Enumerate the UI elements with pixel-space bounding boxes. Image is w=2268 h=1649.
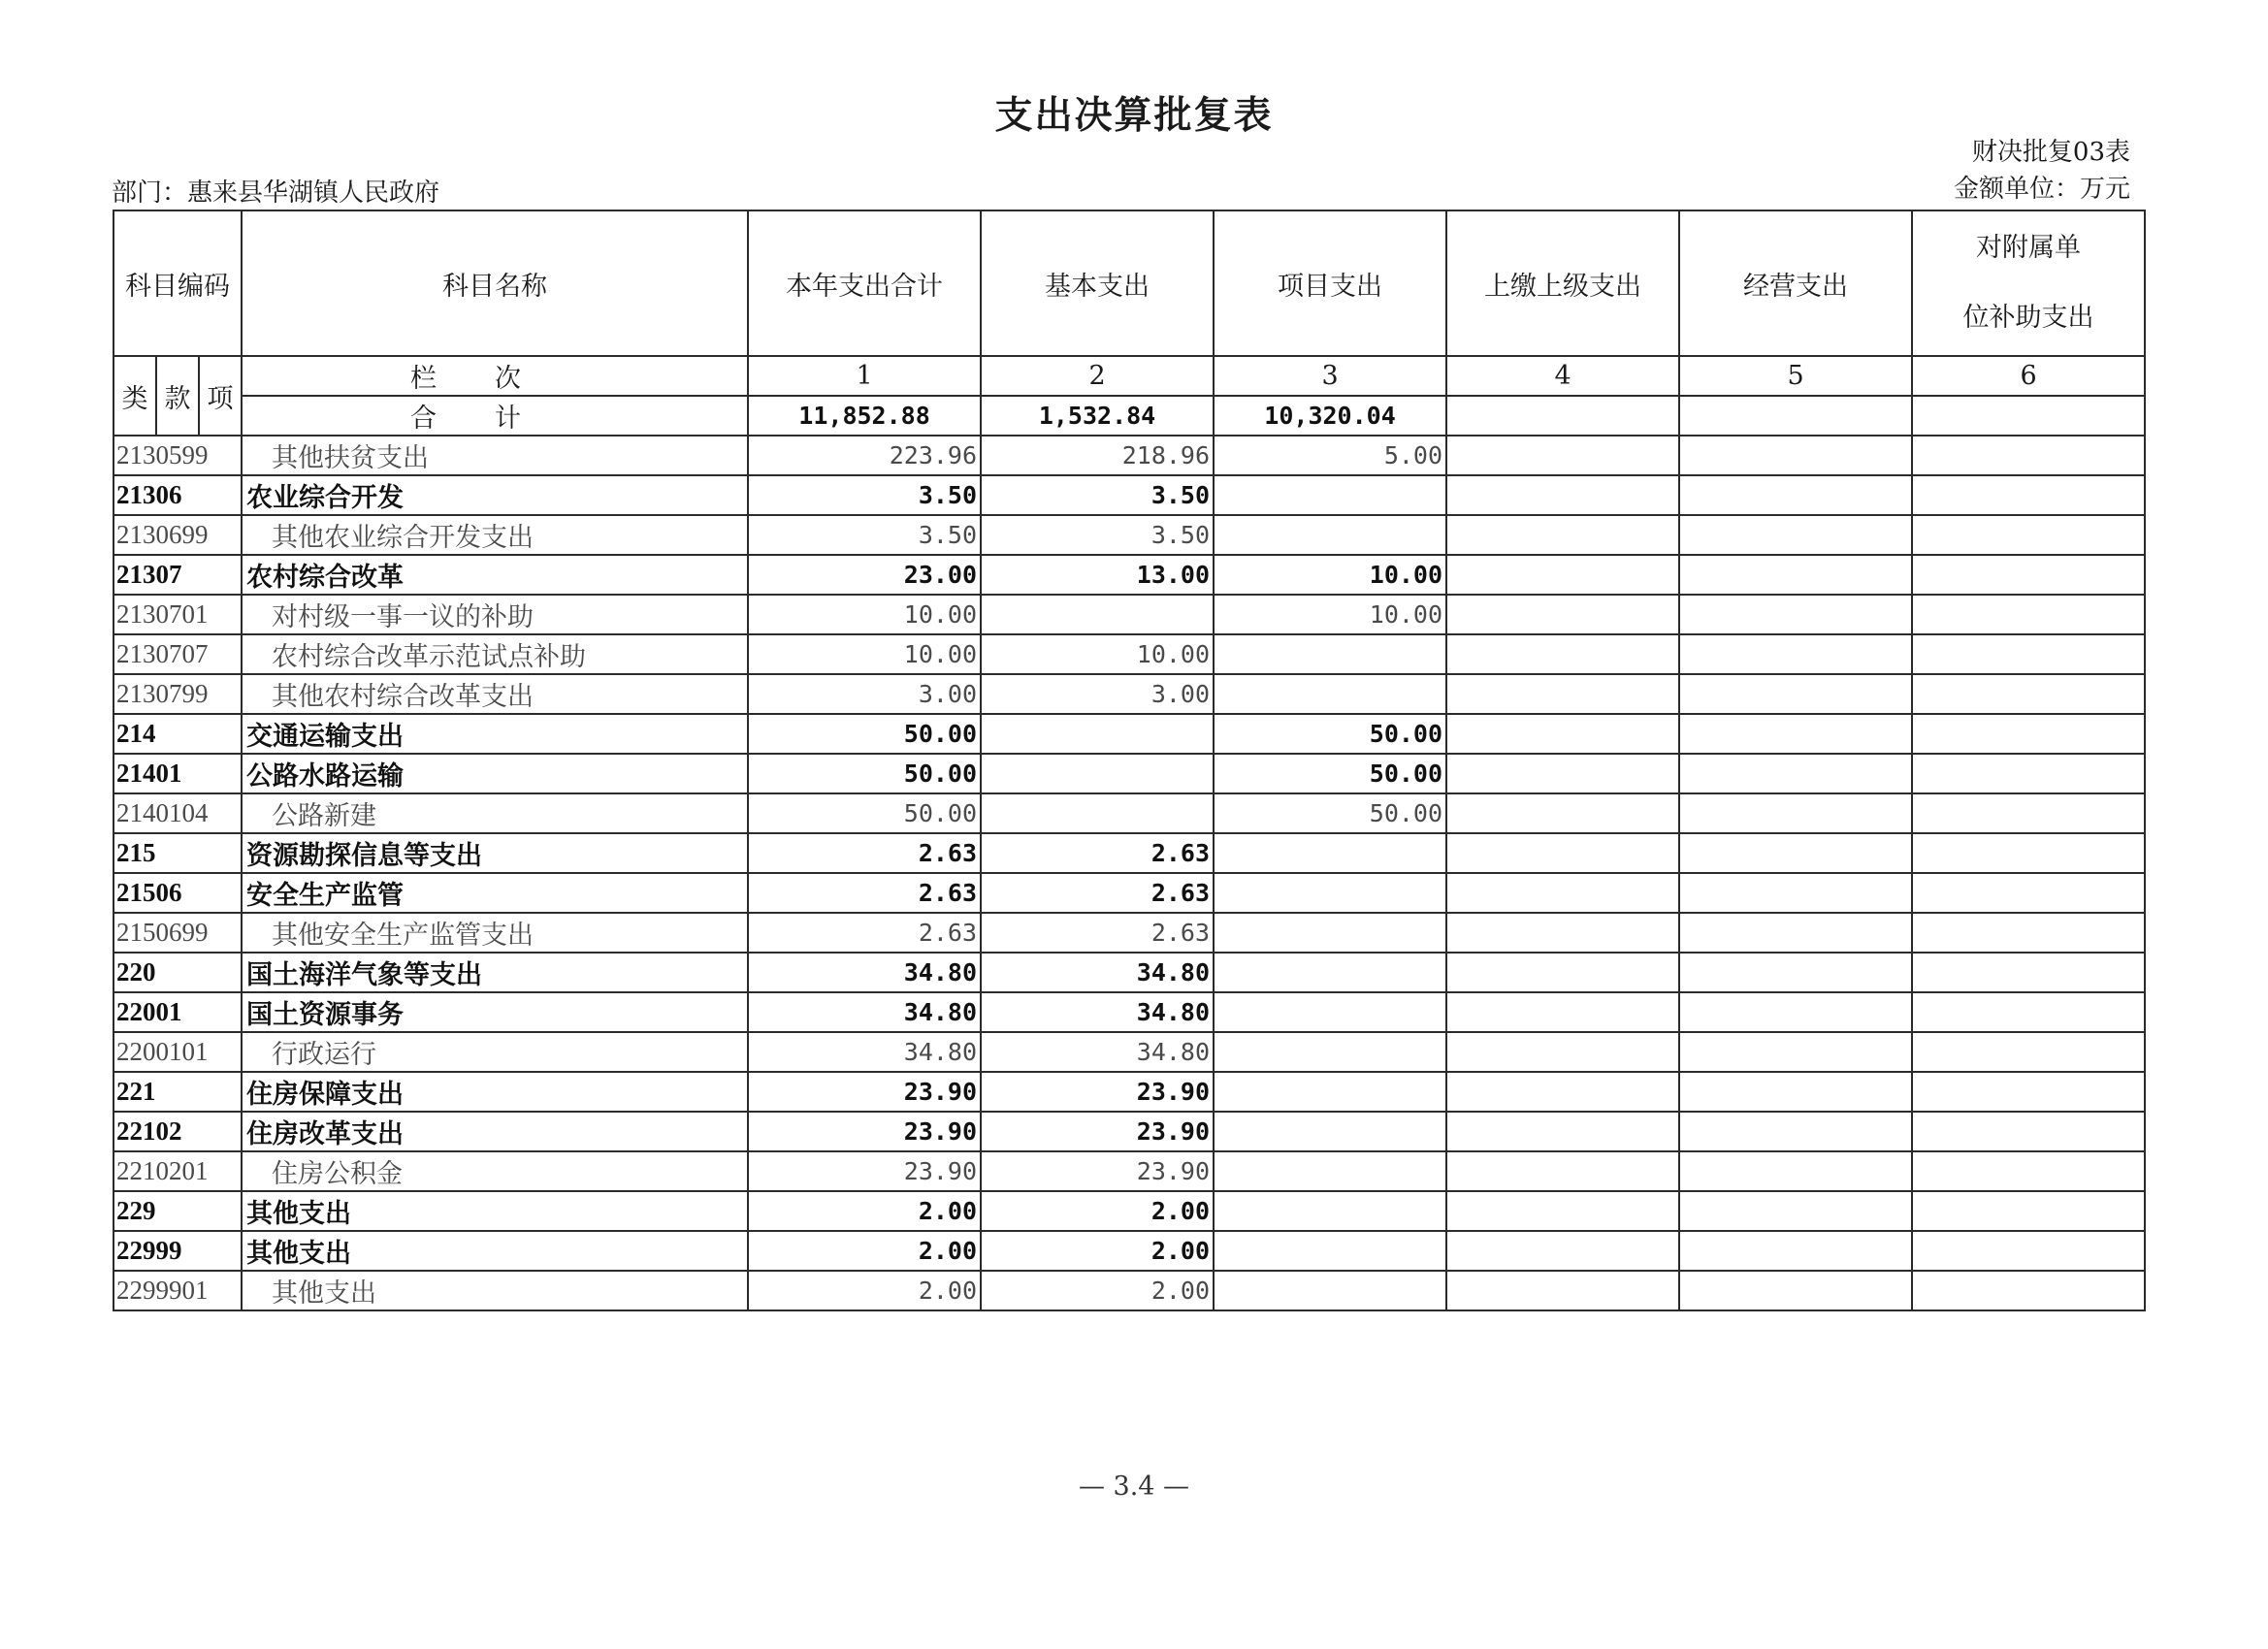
table-row	[113, 1072, 2145, 1112]
form-number: 财决批复03表	[1971, 138, 2130, 167]
row-value-c2	[981, 595, 1214, 634]
row-value-c6	[1912, 714, 2145, 754]
row-value-c6	[1912, 1072, 2145, 1112]
row-value-c5	[1679, 873, 1912, 913]
sub-lanci: 栏次	[242, 356, 748, 396]
table-row	[113, 873, 2145, 913]
row-value-c2: 2.00	[981, 1191, 1214, 1231]
row-value-c2: 34.80	[981, 953, 1214, 992]
table-row	[113, 1032, 2145, 1072]
table-row	[113, 515, 2145, 555]
row-value-c2: 34.80	[981, 1032, 1214, 1072]
row-value-c2: 10.00	[981, 634, 1214, 674]
row-value-c5	[1679, 475, 1912, 515]
row-value-c3	[1214, 953, 1446, 992]
row-value-c1: 3.50	[748, 475, 981, 515]
row-code: 221	[113, 1072, 242, 1112]
col-index: 3	[1214, 356, 1446, 396]
total-value	[1446, 396, 1679, 436]
row-value-c4	[1446, 1271, 1679, 1310]
row-name: 其他农业综合开发支出	[242, 515, 748, 555]
row-value-c1: 2.00	[748, 1271, 981, 1310]
row-name: 对村级一事一议的补助	[242, 595, 748, 634]
row-value-c6	[1912, 595, 2145, 634]
table-row	[113, 913, 2145, 953]
row-value-c6	[1912, 992, 2145, 1032]
table-row	[113, 754, 2145, 793]
table-row	[113, 1191, 2145, 1231]
row-value-c4	[1446, 1112, 1679, 1151]
table-row	[113, 634, 2145, 674]
row-value-c1: 50.00	[748, 714, 981, 754]
row-value-c2: 3.50	[981, 475, 1214, 515]
row-value-c6	[1912, 833, 2145, 873]
header-subsidy	[1912, 210, 2145, 356]
row-value-c5	[1679, 595, 1912, 634]
row-value-c1: 2.63	[748, 833, 981, 873]
row-value-c2	[981, 793, 1214, 833]
table-row	[113, 555, 2145, 595]
row-name: 住房改革支出	[242, 1112, 748, 1151]
row-value-c3	[1214, 1032, 1446, 1072]
row-value-c3	[1214, 634, 1446, 674]
row-value-c3	[1214, 1112, 1446, 1151]
row-value-c6	[1912, 1231, 2145, 1271]
row-code: 2299901	[113, 1271, 242, 1310]
row-value-c5	[1679, 833, 1912, 873]
row-value-c6	[1912, 634, 2145, 674]
row-name: 住房保障支出	[242, 1072, 748, 1112]
row-value-c4	[1446, 515, 1679, 555]
row-code: 2210201	[113, 1151, 242, 1191]
row-value-c3: 10.00	[1214, 555, 1446, 595]
page-number: — 3.4 —	[1078, 1471, 1190, 1502]
row-name: 安全生产监管	[242, 873, 748, 913]
row-value-c4	[1446, 475, 1679, 515]
row-name: 公路新建	[242, 793, 748, 833]
row-value-c3: 10.00	[1214, 595, 1446, 634]
row-value-c4	[1446, 1231, 1679, 1271]
row-value-c6	[1912, 953, 2145, 992]
header-remit-upper: 上缴上级支出	[1446, 210, 1679, 356]
row-value-c2: 13.00	[981, 555, 1214, 595]
row-code: 21401	[113, 754, 242, 793]
row-value-c1: 34.80	[748, 1032, 981, 1072]
row-value-c5	[1679, 754, 1912, 793]
row-value-c3	[1214, 1271, 1446, 1310]
row-value-c5	[1679, 913, 1912, 953]
row-value-c1: 2.63	[748, 913, 981, 953]
row-value-c1: 23.90	[748, 1072, 981, 1112]
row-value-c4	[1446, 555, 1679, 595]
row-value-c4	[1446, 1151, 1679, 1191]
row-code: 2130599	[113, 436, 242, 475]
total-label: 合计	[242, 396, 748, 436]
row-value-c4	[1446, 1191, 1679, 1231]
row-value-c6	[1912, 913, 2145, 953]
table-row	[113, 436, 2145, 475]
row-code: 2140104	[113, 793, 242, 833]
row-name: 农业综合开发	[242, 475, 748, 515]
row-value-c6	[1912, 674, 2145, 714]
row-value-c5	[1679, 992, 1912, 1032]
row-code: 214	[113, 714, 242, 754]
row-name: 其他支出	[242, 1231, 748, 1271]
row-value-c5	[1679, 714, 1912, 754]
total-value: 10,320.04	[1214, 396, 1446, 436]
row-code: 2150699	[113, 913, 242, 953]
row-code: 215	[113, 833, 242, 873]
row-value-c6	[1912, 793, 2145, 833]
row-value-c6	[1912, 873, 2145, 913]
row-value-c4	[1446, 913, 1679, 953]
row-value-c6	[1912, 754, 2145, 793]
row-code: 2130799	[113, 674, 242, 714]
table-row	[113, 953, 2145, 992]
table-row	[113, 1151, 2145, 1191]
row-code: 21307	[113, 555, 242, 595]
row-name: 其他农村综合改革支出	[242, 674, 748, 714]
row-value-c4	[1446, 436, 1679, 475]
row-value-c1: 34.80	[748, 953, 981, 992]
row-value-c3	[1214, 833, 1446, 873]
row-name: 住房公积金	[242, 1151, 748, 1191]
row-value-c5	[1679, 1112, 1912, 1151]
row-value-c5	[1679, 1271, 1912, 1310]
table-row	[113, 1112, 2145, 1151]
row-value-c6	[1912, 475, 2145, 515]
row-code: 21306	[113, 475, 242, 515]
row-value-c5	[1679, 1072, 1912, 1112]
table-row	[113, 1231, 2145, 1271]
header-basic: 基本支出	[981, 210, 1214, 356]
row-value-c5	[1679, 1032, 1912, 1072]
total-value	[1679, 396, 1912, 436]
row-code: 2200101	[113, 1032, 242, 1072]
row-value-c2: 2.63	[981, 873, 1214, 913]
row-value-c2: 23.90	[981, 1151, 1214, 1191]
sub-kuan: 款	[156, 356, 199, 436]
row-value-c6	[1912, 1191, 2145, 1231]
table-row	[113, 1271, 2145, 1310]
row-name: 农村综合改革示范试点补助	[242, 634, 748, 674]
row-value-c3	[1214, 515, 1446, 555]
row-value-c2: 2.00	[981, 1231, 1214, 1271]
row-value-c5	[1679, 555, 1912, 595]
row-value-c6	[1912, 515, 2145, 555]
table-row	[113, 674, 2145, 714]
row-value-c2: 2.00	[981, 1271, 1214, 1310]
row-value-c3	[1214, 1191, 1446, 1231]
row-name: 其他安全生产监管支出	[242, 913, 748, 953]
row-value-c2: 2.63	[981, 833, 1214, 873]
row-value-c2: 218.96	[981, 436, 1214, 475]
row-value-c1: 10.00	[748, 595, 981, 634]
row-value-c1: 2.00	[748, 1191, 981, 1231]
header-row	[113, 210, 2145, 356]
row-value-c3: 50.00	[1214, 714, 1446, 754]
header-project: 项目支出	[1214, 210, 1446, 356]
row-value-c1: 34.80	[748, 992, 981, 1032]
column-index-row	[113, 356, 2145, 396]
header-name: 科目名称	[242, 210, 748, 356]
row-value-c1: 50.00	[748, 793, 981, 833]
row-value-c1: 223.96	[748, 436, 981, 475]
row-value-c5	[1679, 1151, 1912, 1191]
header-subsidy-line2: 位补助支出	[1962, 303, 2094, 333]
row-value-c5	[1679, 436, 1912, 475]
col-index: 1	[748, 356, 981, 396]
row-value-c4	[1446, 674, 1679, 714]
table-row	[113, 793, 2145, 833]
row-value-c4	[1446, 793, 1679, 833]
row-value-c6	[1912, 436, 2145, 475]
col-index: 4	[1446, 356, 1679, 396]
row-value-c4	[1446, 754, 1679, 793]
row-value-c6	[1912, 1032, 2145, 1072]
row-value-c5	[1679, 515, 1912, 555]
row-value-c2: 23.90	[981, 1112, 1214, 1151]
row-value-c1: 10.00	[748, 634, 981, 674]
row-value-c2: 2.63	[981, 913, 1214, 953]
row-value-c4	[1446, 992, 1679, 1032]
header-code: 科目编码	[113, 210, 242, 356]
row-name: 交通运输支出	[242, 714, 748, 754]
sub-xiang: 项	[199, 356, 242, 436]
row-value-c3	[1214, 1151, 1446, 1191]
row-name: 资源勘探信息等支出	[242, 833, 748, 873]
amount-unit: 金额单位：万元	[1953, 175, 2130, 204]
row-value-c3	[1214, 992, 1446, 1032]
row-value-c1: 50.00	[748, 754, 981, 793]
department-label: 部门：惠来县华湖镇人民政府	[112, 178, 440, 208]
col-index: 6	[1912, 356, 2145, 396]
page-title: 支出决算批复表	[994, 94, 1274, 138]
row-code: 22001	[113, 992, 242, 1032]
row-value-c4	[1446, 714, 1679, 754]
row-value-c1: 23.90	[748, 1112, 981, 1151]
row-value-c4	[1446, 873, 1679, 913]
row-value-c2	[981, 754, 1214, 793]
row-code: 2130701	[113, 595, 242, 634]
row-value-c4	[1446, 595, 1679, 634]
row-code: 229	[113, 1191, 242, 1231]
row-value-c2: 34.80	[981, 992, 1214, 1032]
total-value	[1912, 396, 2145, 436]
row-value-c5	[1679, 953, 1912, 992]
row-name: 国土资源事务	[242, 992, 748, 1032]
row-value-c5	[1679, 1231, 1912, 1271]
row-name: 公路水路运输	[242, 754, 748, 793]
row-value-c3	[1214, 1231, 1446, 1271]
header-subsidy-line1: 对附属单	[1976, 233, 2082, 263]
col-index: 2	[981, 356, 1214, 396]
row-value-c4	[1446, 1072, 1679, 1112]
row-value-c4	[1446, 953, 1679, 992]
header-total: 本年支出合计	[748, 210, 981, 356]
row-value-c6	[1912, 1151, 2145, 1191]
row-name: 行政运行	[242, 1032, 748, 1072]
row-value-c6	[1912, 555, 2145, 595]
row-value-c1: 3.00	[748, 674, 981, 714]
row-name: 其他支出	[242, 1191, 748, 1231]
row-name: 其他扶贫支出	[242, 436, 748, 475]
row-value-c1: 23.90	[748, 1151, 981, 1191]
row-value-c6	[1912, 1112, 2145, 1151]
row-value-c1: 3.50	[748, 515, 981, 555]
row-value-c3: 50.00	[1214, 793, 1446, 833]
col-index: 5	[1679, 356, 1912, 396]
row-value-c2	[981, 714, 1214, 754]
row-code: 21506	[113, 873, 242, 913]
row-code: 22102	[113, 1112, 242, 1151]
row-value-c5	[1679, 634, 1912, 674]
row-code: 220	[113, 953, 242, 992]
row-value-c4	[1446, 634, 1679, 674]
sub-lei: 类	[113, 356, 156, 436]
total-value: 1,532.84	[981, 396, 1214, 436]
total-value: 11,852.88	[748, 396, 981, 436]
row-value-c3	[1214, 1072, 1446, 1112]
header-operating: 经营支出	[1679, 210, 1912, 356]
row-value-c3	[1214, 674, 1446, 714]
row-value-c2: 3.50	[981, 515, 1214, 555]
row-code: 2130707	[113, 634, 242, 674]
table-row	[113, 992, 2145, 1032]
row-value-c1: 23.00	[748, 555, 981, 595]
row-value-c3: 5.00	[1214, 436, 1446, 475]
row-name: 农村综合改革	[242, 555, 748, 595]
row-value-c5	[1679, 793, 1912, 833]
row-value-c5	[1679, 674, 1912, 714]
row-value-c3: 50.00	[1214, 754, 1446, 793]
row-value-c2: 3.00	[981, 674, 1214, 714]
table-row	[113, 833, 2145, 873]
expenditure-table	[113, 210, 2146, 1311]
row-value-c5	[1679, 1191, 1912, 1231]
table-row	[113, 595, 2145, 634]
row-value-c1: 2.63	[748, 873, 981, 913]
total-row	[113, 396, 2145, 436]
row-value-c1: 2.00	[748, 1231, 981, 1271]
row-name: 其他支出	[242, 1271, 748, 1310]
row-value-c6	[1912, 1271, 2145, 1310]
row-value-c2: 23.90	[981, 1072, 1214, 1112]
row-value-c4	[1446, 1032, 1679, 1072]
row-value-c3	[1214, 873, 1446, 913]
row-value-c3	[1214, 475, 1446, 515]
row-value-c4	[1446, 833, 1679, 873]
table-row	[113, 714, 2145, 754]
row-value-c3	[1214, 913, 1446, 953]
row-name: 国土海洋气象等支出	[242, 953, 748, 992]
row-code: 22999	[113, 1231, 242, 1271]
table-row	[113, 475, 2145, 515]
row-code: 2130699	[113, 515, 242, 555]
